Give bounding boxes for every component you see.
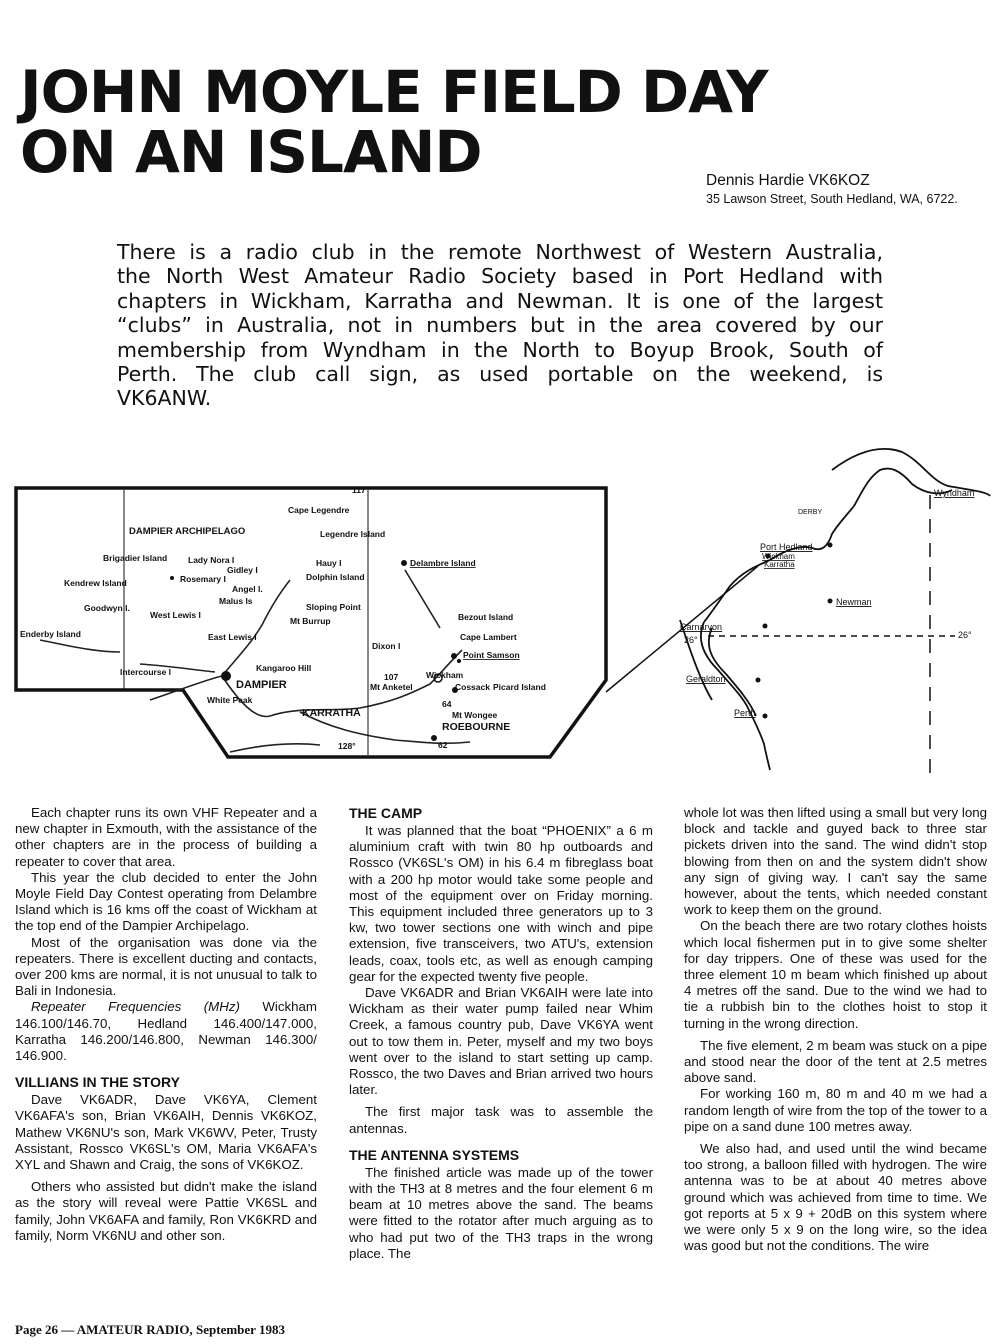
inset-label: Legendre Island	[320, 529, 386, 539]
inset-label: Sloping Point	[306, 602, 361, 612]
inset-label: East Lewis I	[208, 632, 257, 642]
inset-label: Gidley I	[227, 565, 258, 575]
inset-label: Kendrew Island	[64, 578, 127, 588]
body-paragraph: For working 160 m, 80 m and 40 m we had a random length of wire from the top of the tower to a pipe on a sand dune 100 metres away.	[684, 1086, 987, 1134]
inset-label: KARRATHA	[302, 707, 361, 719]
route-number: 107	[384, 672, 399, 682]
inset-label: Cossack	[455, 682, 490, 692]
inset-label: Enderby Island	[20, 629, 81, 639]
author-name: Dennis Hardie VK6KOZ	[706, 172, 870, 189]
body-paragraph: The first major task was to assemble the antennas.	[349, 1104, 653, 1136]
article-title	[20, 58, 768, 186]
inset-label: Rosemary I	[180, 574, 226, 584]
map-figure	[0, 445, 1000, 790]
title-line-1: JOHN MOYLE FIELD DAY	[20, 58, 768, 126]
intro-line: There is a radio club in the remote Northwest of Western Australia,	[117, 240, 883, 264]
body-paragraph: Most of the organisation was done via the repeaters. There is excellent ducting and contacts, over 200 kms are normal, it is not unusual to talk to Bali in Indonesia.	[15, 934, 317, 999]
intro-line: Perth. The club call sign, as used portable on the weekend, is	[117, 362, 883, 387]
inset-label: Hauy I	[316, 558, 342, 568]
body-paragraph: Dave VK6ADR, Dave VK6YA, Clement VK6AFA's son, Brian VK6AIH, Dennis VK6KOZ, Mathew VK6NU's son, Mark VK6WV, Peter, Trusty Assistant, Rossco VK6SL's OM, Maria VK6AFA's XYL and Shawn and Craig, the sons of VK6KOZ.	[15, 1092, 317, 1173]
body-paragraph: This year the club decided to enter the John Moyle Field Day Contest operating from Delambre Island which is 16 kms off the coast of Wickham at the top end of the Dampier Archipelago.	[15, 869, 317, 934]
wa-label: Geraldton	[686, 674, 726, 684]
wa-label: 26°	[684, 635, 698, 645]
intro-line: VK6ANW.	[117, 386, 212, 411]
intro-paragraph	[117, 240, 883, 411]
inset-label: DAMPIER	[236, 679, 287, 691]
route-number: 64	[442, 699, 452, 709]
inset-label: West Lewis I	[150, 610, 201, 620]
body-paragraph: The finished article was made up of the tower with the TH3 at 8 metres and the four element 6 m beam at 10 metres above the sand. The beams were fitted to the rotator after much arguing as to who had put two of the TH3 traps in the wrong place. The	[349, 1164, 653, 1261]
inset-label: Goodwyn I.	[84, 603, 130, 613]
inset-label: Brigadier Island	[103, 553, 168, 563]
column-3	[684, 805, 987, 1254]
title-line-2: ON AN ISLAND	[20, 118, 482, 186]
body-paragraph: On the beach there are two rotary clothes hoists which local fishermen put in to give some shelter for day trippers. One of these was used for the three element 10 m beam which finished up about 4 metres off the sand. Due to the wind we had to tie a rubbish bin to the clothes hoist to stop it turning in the wrong direction.	[684, 918, 987, 1031]
wa-label: Karratha	[764, 560, 795, 569]
intro-line: the North West Amateur Radio Society based in Port Hedland with	[117, 264, 883, 289]
longitude-label: 128°	[338, 741, 356, 751]
wa-label: Port Hedland	[760, 542, 813, 552]
wa-label: Wyndham	[934, 488, 975, 498]
body-paragraph: whole lot was then lifted using a small but very long block and tackle and guyed back to three star pickets driven into the sand. The wind didn't stop blowing from then on and the system didn't show any sign of giving way. I can't say the same however, about the tents, which needed constant work to keep them on the ground.	[684, 805, 987, 918]
wa-label: Perth	[734, 708, 756, 718]
inset-label: Bezout Island	[458, 612, 514, 622]
route-number: 62	[438, 740, 448, 750]
inset-label: Mt Anketel	[370, 682, 413, 692]
body-paragraph: Dave VK6ADR and Brian VK6AIH were late into Wickham as their water pump failed near Whim Creek, a famous country pub, Dave VK6YA went out to tow them in. Peter, myself and my two boys went over to the island to start setting up camp. Rossco, the two Daves and Brian arrived two hours later.	[349, 985, 653, 1098]
route-number: 117	[352, 485, 366, 495]
wa-label: DERBY	[798, 509, 823, 516]
inset-label: Delambre Island	[410, 558, 476, 568]
wa-label: Wickham	[762, 552, 795, 561]
repeater-frequencies-text: Wickham 146.100/146.70, Hedland 146.400/147.000, Karratha 146.200/146.800, Newman 146.300/ 146.900.	[15, 999, 317, 1064]
section-heading-villians: VILLIANS IN THE STORY	[15, 1074, 180, 1091]
body-paragraph: It was planned that the boat “PHOENIX” a 6 m aluminium craft with twin 80 hp outboards and Rossco (VK6SL's OM) in his 6.4 m fibreglass boat with a 200 hp motor would take some people and most of the equipment over on Friday morning. This equipment included three generators up to 3 kw, two tower sections one with winch and pipe extension, five transceivers, two ATU's, extension leads, coax, tools etc, as well as enough camping gear for the expected twenty five people.	[349, 823, 653, 984]
section-heading-antenna: THE ANTENNA SYSTEMS	[349, 1146, 520, 1163]
inset-label: White Peak	[207, 695, 253, 705]
inset-label: Wickham	[426, 670, 464, 680]
inset-label: Dixon I	[372, 641, 401, 651]
inset-label: Dolphin Island	[306, 572, 365, 582]
inset-label: DAMPIER ARCHIPELAGO	[129, 526, 246, 537]
repeater-frequencies	[15, 999, 317, 1064]
column-2	[349, 805, 653, 1262]
section-heading-camp: THE CAMP	[349, 805, 423, 821]
intro-line: chapters in Wickham, Karratha and Newman. It is one of the largest	[117, 288, 883, 313]
body-paragraph: Others who assisted but didn't make the island as the story will reveal were Pattie VK6SL and family, John VK6AFA and family, Ron VK6KRD and family, Norm VK6NU and other son.	[15, 1179, 317, 1243]
inset-label: Intercourse I	[120, 667, 172, 677]
inset-label: Lady Nora I	[188, 555, 235, 565]
page-footer: Page 26 — AMATEUR RADIO, September 1983	[15, 1322, 285, 1337]
inset-label: ROEBOURNE	[442, 721, 511, 733]
inset-label: Point Samson	[463, 650, 520, 660]
repeater-frequencies-label: Repeater Frequencies (MHz)	[31, 999, 240, 1015]
inset-label: Kangaroo Hill	[256, 663, 312, 673]
body-paragraph: We also had, and used until the wind became too strong, a balloon filled with hydrogen. The wire antenna was to be at about 40 metres above ground which was achieved from time to time. We got reports at 5 x 9 + 20dB on this system where we were only 5 x 9 on the long wire, so the idea was good but not the conditions. The wire	[684, 1141, 987, 1254]
wa-label: Newman	[836, 597, 872, 607]
inset-label: Angel I.	[232, 584, 263, 594]
inset-label: Picard Island	[493, 682, 546, 692]
intro-line: “clubs” in Australia, not in numbers but in the area covered by our	[117, 313, 883, 338]
inset-label: Cape Lambert	[460, 632, 517, 642]
inset-label: Mt Wongee	[452, 710, 498, 720]
column-1	[15, 805, 317, 1244]
wa-label: 26°	[958, 630, 972, 640]
wa-label: Carnarvon	[680, 622, 723, 632]
inset-label: Cape Legendre	[288, 505, 350, 515]
intro-line: membership from Wyndham in the North to Boyup Brook, South of	[117, 337, 883, 362]
body-paragraph: Each chapter runs its own VHF Repeater and a new chapter in Exmouth, with the assistance of the other chapters are in the process of building a repeater to cover that area.	[15, 805, 317, 869]
inset-label: Mt Burrup	[290, 616, 331, 626]
author-address: 35 Lawson Street, South Hedland, WA, 6722.	[706, 192, 958, 206]
inset-label: Malus Is	[219, 596, 253, 606]
body-paragraph: The five element, 2 m beam was stuck on a pipe and stood near the door of the tent at 2.5 metres above sand.	[684, 1037, 987, 1086]
